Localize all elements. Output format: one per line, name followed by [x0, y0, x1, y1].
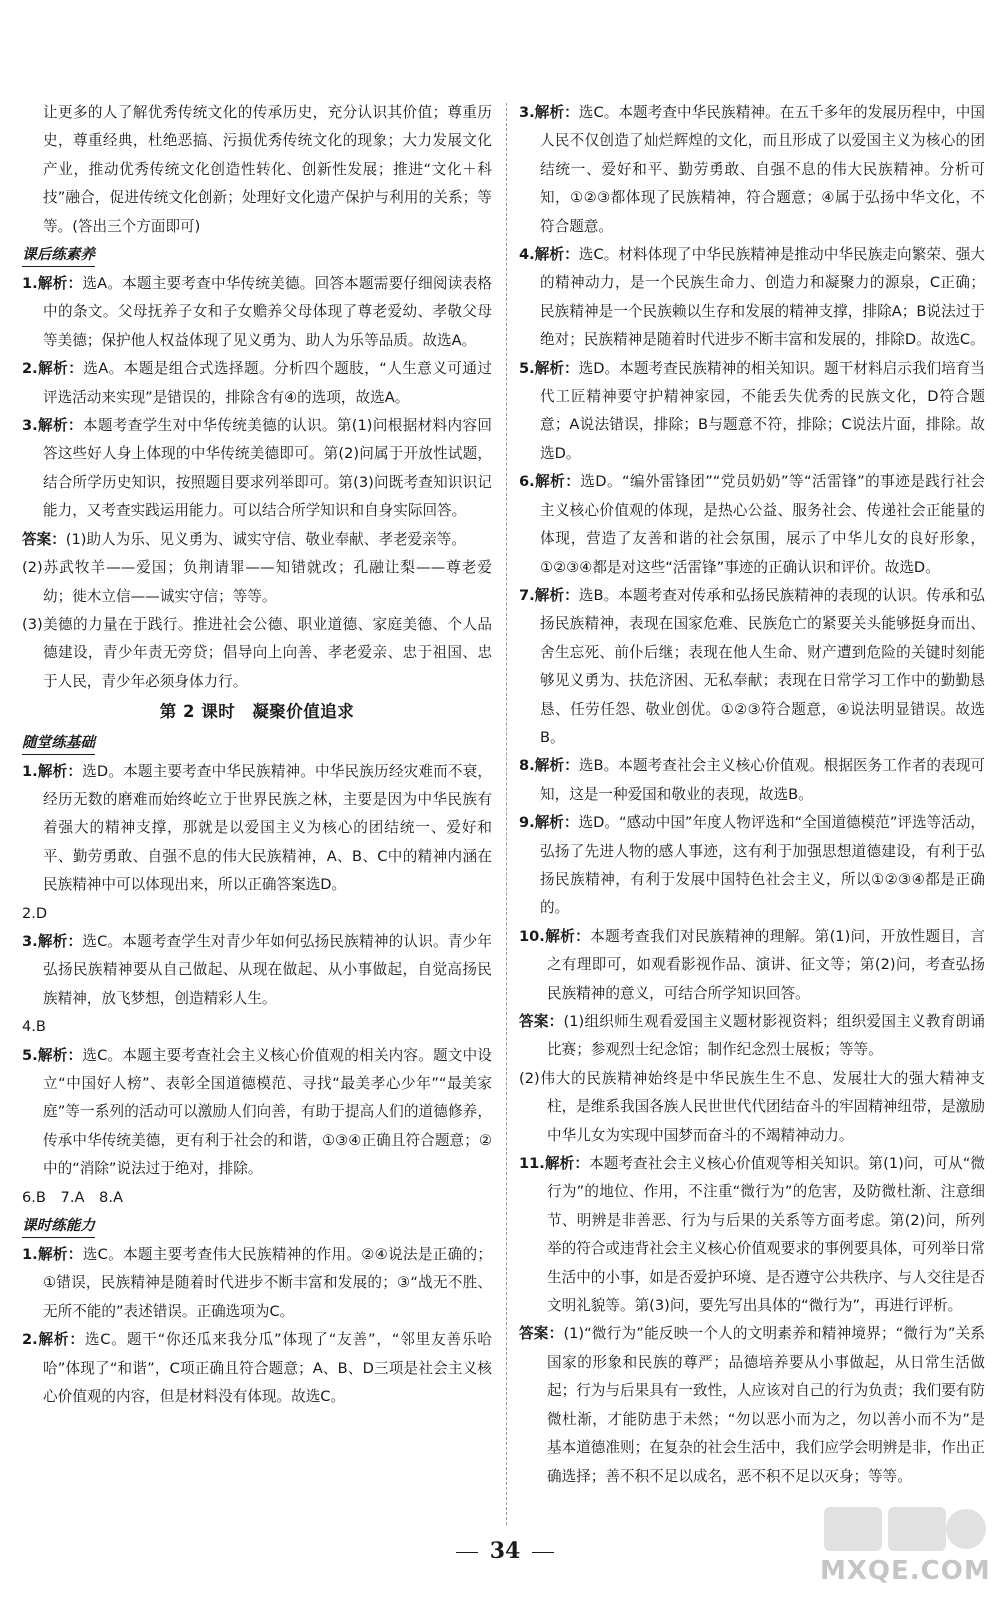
answer-text: 4.B: [22, 1018, 46, 1036]
answer-label: 3.解析：: [519, 104, 579, 121]
answer-paragraph: [519, 1065, 985, 1150]
answer-label: 10.解析：: [519, 927, 591, 945]
answer-label: 答案：: [519, 1325, 564, 1343]
answer-paragraph: [22, 758, 492, 900]
answer-paragraph: [22, 526, 492, 554]
section-heading-wrap: [22, 241, 492, 270]
answer-text: 本题考查我们对民族精神的理解。第(1)问，开放性题目，言之有理即可，如观看影视作品、演讲、征文等；第(2)问，考查弘扬民族精神的意义，可结合所学知识回答。: [547, 927, 985, 1002]
answer-text: 选A。本题主要考查中华传统美德。回答本题需要仔细阅读表格中的条文。父母抚养子女和子女赡养父母体现了尊老爱幼、孝敬父母等美德；保护他人权益体现了见义勇为、助人为乐等品质。故选A。: [43, 275, 492, 349]
answer-label: 6.解析：: [519, 473, 581, 491]
answer-paragraph: [22, 554, 492, 611]
answer-paragraph: [22, 412, 492, 526]
answer-text: 选D。本题主要考查中华民族精神。中华民族历经灾难而不衰，经历无数的磨难而始终屹立于世界民族之林，主要是因为中华民族有着强大的精神支撑，那就是以爱国主义为核心的团结统一、爱好和平、勤劳勇敢、自强不息的伟大民族精神，A、B、C中的精神内涵在民族精神中可以体现出来，所以正确答案选D。: [43, 762, 492, 894]
answer-text: 选A。本题是组合式选择题。分析四个题肢，“人生意义可通过评选活动来实现”是错误的，排除含有④的选项，故选A。: [43, 360, 493, 406]
answer-paragraph: [519, 355, 985, 469]
answer-paragraph: [22, 355, 492, 412]
watermark-text: MXQE.COM: [820, 1556, 991, 1586]
answer-text: 选D。本题考查民族精神的相关知识。题干材料启示我们培育当代工匠精神要守护精神家园，不能丢失优秀的民族文化，D符合题意；A说法错误，排除；B与题意不符，排除；C说法片面，排除。故选D。: [540, 359, 985, 462]
answer-text: 让更多的人了解优秀传统文化的传承历史，充分认识其价值；尊重历史，尊重经典，杜绝恶搞、污损优秀传统文化的现象；大力发展文化产业，推动优秀传统文化创造性转化、创新性发展；推进“文化＋科技”融合，促进传统文化创新；处理好文化遗产保护与利用的关系；等等。(答出三个方面即可): [43, 104, 492, 235]
answer-label: 7.解析：: [519, 586, 579, 604]
answer-paragraph: [22, 1326, 492, 1411]
page-number-text: 34: [489, 1538, 521, 1564]
answer-label: 2.解析：: [22, 1331, 85, 1349]
lesson-title: 第 2 课时 凝聚价值追求: [159, 702, 355, 722]
watermark-logo: [820, 1505, 990, 1600]
answer-paragraph: [22, 1184, 492, 1212]
answer-text: 选D。“感动中国”年度人物评选和“全国道德模范”评选等活动，弘扬了先进人物的感人事迹，这有利于加强思想道德建设，有利于弘扬民族精神，有利于发展中国特色社会主义，所以①②③④都是正确的。: [540, 814, 986, 917]
section-heading-wrap: [22, 729, 492, 758]
answer-label: 1.解析：: [22, 275, 83, 293]
right-column: [519, 99, 985, 1491]
page-number: [420, 1538, 590, 1564]
answer-label: 答案：: [519, 1013, 564, 1030]
answer-label: 答案：: [22, 530, 66, 548]
answer-paragraph: [22, 270, 492, 355]
answer-text: 选D。“编外雷锋团”“党员奶奶”等“活雷锋”的事迹是践行社会主义核心价值观的体现，是热心公益、服务社会、传递社会正能量的体现，营造了友善和谐的社会氛围，展示了中华儿女的良好形象，①②③④都是对这些“活雷锋”事迹的正确认识和评价。故选D。: [540, 473, 985, 576]
answer-text: (2)苏武牧羊——爱国；负荆请罪——知错就改；孔融让梨——尊老爱幼；徙木立信——诚实守信；等等。: [22, 559, 492, 605]
answer-paragraph: [22, 928, 492, 1013]
answer-paragraph: [519, 99, 985, 241]
answer-paragraph: [22, 1013, 492, 1041]
answer-text: 选C。题干“你还瓜来我分瓜”体现了“友善”，“邻里友善乐哈哈”体现了“和谐”，C项正确且符合题意；A、B、D三项是社会主义核心价值观的内容，但是材料没有体现。故选C。: [43, 1331, 492, 1406]
answer-paragraph: [519, 1008, 985, 1065]
column-divider: [506, 103, 507, 1525]
answer-text: 选C。本题考查学生对青少年如何弘扬民族精神的认识。青少年弘扬民族精神要从自己做起、从现在做起、从小事做起，自觉高扬民族精神，放飞梦想，创造精彩人生。: [43, 932, 492, 1007]
answer-paragraph: [519, 241, 985, 355]
answer-paragraph: [22, 99, 492, 241]
answer-text: (2)伟大的民族精神始终是中华民族生生不息、发展壮大的强大精神支柱，是维系我国各族人民世世代代团结奋斗的牢固精神纽带，是激励中华儿女为实现中国梦而奋斗的不竭精神动力。: [519, 1069, 985, 1144]
answer-text: 6.B 7.A 8.A: [22, 1188, 123, 1206]
answer-text: (1)助人为乐、见义勇为、诚实守信、敬业奉献、孝老爱亲等。: [65, 530, 466, 548]
answer-label: 2.解析：: [22, 360, 84, 378]
answer-paragraph: [519, 923, 985, 1008]
answer-label: 5.解析：: [22, 1046, 83, 1064]
answer-paragraph: [22, 900, 492, 928]
answer-text: (1)“微行为”能反映一个人的文明素养和精神境界；“微行为”关系国家的形象和民族的尊严；品德培养要从小事做起，从日常生活做起；行为与后果具有一致性，人应该对自己的行为负责；我们要有防微杜渐，才能防患于未然；“勿以恶小而为之，勿以善小而不为”是基本道德准则；在复杂的社会生活中，我们应学会明辨是非，作出正确选择；善不积不足以成名，恶不积不足以灭身；等等。: [547, 1325, 985, 1485]
answer-text: 2.D: [22, 904, 48, 922]
answer-text: 选C。本题主要考查伟大民族精神的作用。②④说法是正确的；①错误，民族精神是随着时代进步不断丰富和发展的；③“战无不胜、无所不能的”表述错误。正确选项为C。: [43, 1246, 493, 1320]
answer-label: 1.解析：: [22, 1246, 83, 1264]
answer-text: (3)美德的力量在于践行。推进社会公德、职业道德、家庭美德、个人品德建设，青少年责无旁贷；倡导向上向善、孝老爱亲、忠于祖国、忠于人民，青少年必须身体力行。: [22, 615, 492, 690]
answer-paragraph: [519, 1320, 985, 1490]
answer-label: 8.解析：: [519, 757, 579, 775]
answer-text: 选C。本题主要考查社会主义核心价值观的相关内容。题文中设立“中国好人榜”、表彰全国道德模范、寻找“最美孝心少年”“最美家庭”等一系列的活动可以激励人们向善，有助于提高人们的道德修养，传承中华传统美德，更有利于社会的和谐，①③④正确且符合题意；②中的“消除”说法过于绝对，排除。: [43, 1046, 492, 1178]
answer-label: 3.解析：: [22, 932, 83, 950]
section-heading: 随堂练基础: [22, 732, 95, 755]
answer-paragraph: [519, 752, 985, 809]
answer-text: (1)组织师生观看爱国主义题材影视资料；组织爱国主义教育朗诵比赛；参观烈士纪念馆；制作纪念烈士展板；等等。: [547, 1013, 985, 1059]
left-column: [22, 99, 492, 1411]
answer-text: 选B。本题考查社会主义核心价值观。根据医务工作者的表现可知，这是一种爱国和敬业的表现，故选B。: [540, 757, 986, 803]
answer-text: 本题考查社会主义核心价值观等相关知识。第(1)问，可从“微行为”的地位、作用，不注重“微行为”的危害，及防微杜渐、注意细节、明辨是非善恶、行为与后果的关系等方面考虑。第(2)问，所列举的符合或违背社会主义核心价值观要求的事例要具体，可列举日常生活中的小事，如是否爱护环境、是否遵守公共秩序、与人交往是否文明礼貌等。第(3)问，要先写出具体的“微行为”，再进行评析。: [547, 1155, 985, 1315]
answer-label: 3.解析：: [22, 417, 83, 435]
answer-paragraph: [519, 582, 985, 752]
answer-label: 9.解析：: [519, 814, 579, 832]
section-heading: 课后练素养: [22, 244, 95, 267]
section-heading-wrap: [22, 1212, 492, 1241]
answer-paragraph: [519, 468, 985, 582]
answer-text: 选B。本题考查对传承和弘扬民族精神的表现的认识。传承和弘扬民族精神，表现在国家危难、民族危亡的紧要关头能够挺身而出、舍生忘死、前仆后继；表现在他人生命、财产遭到危险的关键时刻能够见义勇为、扶危济困、无私奉献；表现在日常学习工作中的勤勤恳恳、任劳任怨、敬业创优。①②③符合题意，④说法明显错误。故选B。: [540, 586, 986, 746]
answer-label: 1.解析：: [22, 762, 83, 780]
answer-label: 11.解析：: [519, 1155, 590, 1173]
answer-text: 本题考查学生对中华传统美德的认识。第(1)问根据材料内容回答这些好人身上体现的中华传统美德即可。第(2)问属于开放性试题，结合所学历史知识，按照题目要求列举即可。第(3)问既考查知识识记能力，又考查实践运用能力。可以结合所学知识和自身实际回答。: [43, 417, 492, 520]
answer-text: 选C。本题考查中华民族精神。在五千多年的发展历程中，中国人民不仅创造了灿烂辉煌的文化，而且形成了以爱国主义为核心的团结统一、爱好和平、勤劳勇敢、自强不息的伟大民族精神。分析可知，①②③都体现了民族精神，符合题意；④属于弘扬中华文化，不符合题意。: [540, 104, 985, 235]
answer-label: 5.解析：: [519, 359, 579, 377]
answer-text: 选C。材料体现了中华民族精神是推动中华民族走向繁荣、强大的精神动力，是一个民族生命力、创造力和凝聚力的源泉，C正确；民族精神是一个民族赖以生存和发展的精神支撑，排除A；B说法过于绝对；民族精神是随着时代进步不断丰富和发展的，排除D。故选C。: [540, 246, 985, 349]
section-heading: 课时练能力: [22, 1215, 95, 1238]
answer-paragraph: [22, 1241, 492, 1326]
answer-paragraph: [22, 1042, 492, 1184]
answer-paragraph: [22, 611, 492, 696]
answer-label: 4.解析：: [519, 246, 579, 264]
answer-paragraph: [519, 809, 985, 923]
answer-paragraph: [519, 1150, 985, 1320]
